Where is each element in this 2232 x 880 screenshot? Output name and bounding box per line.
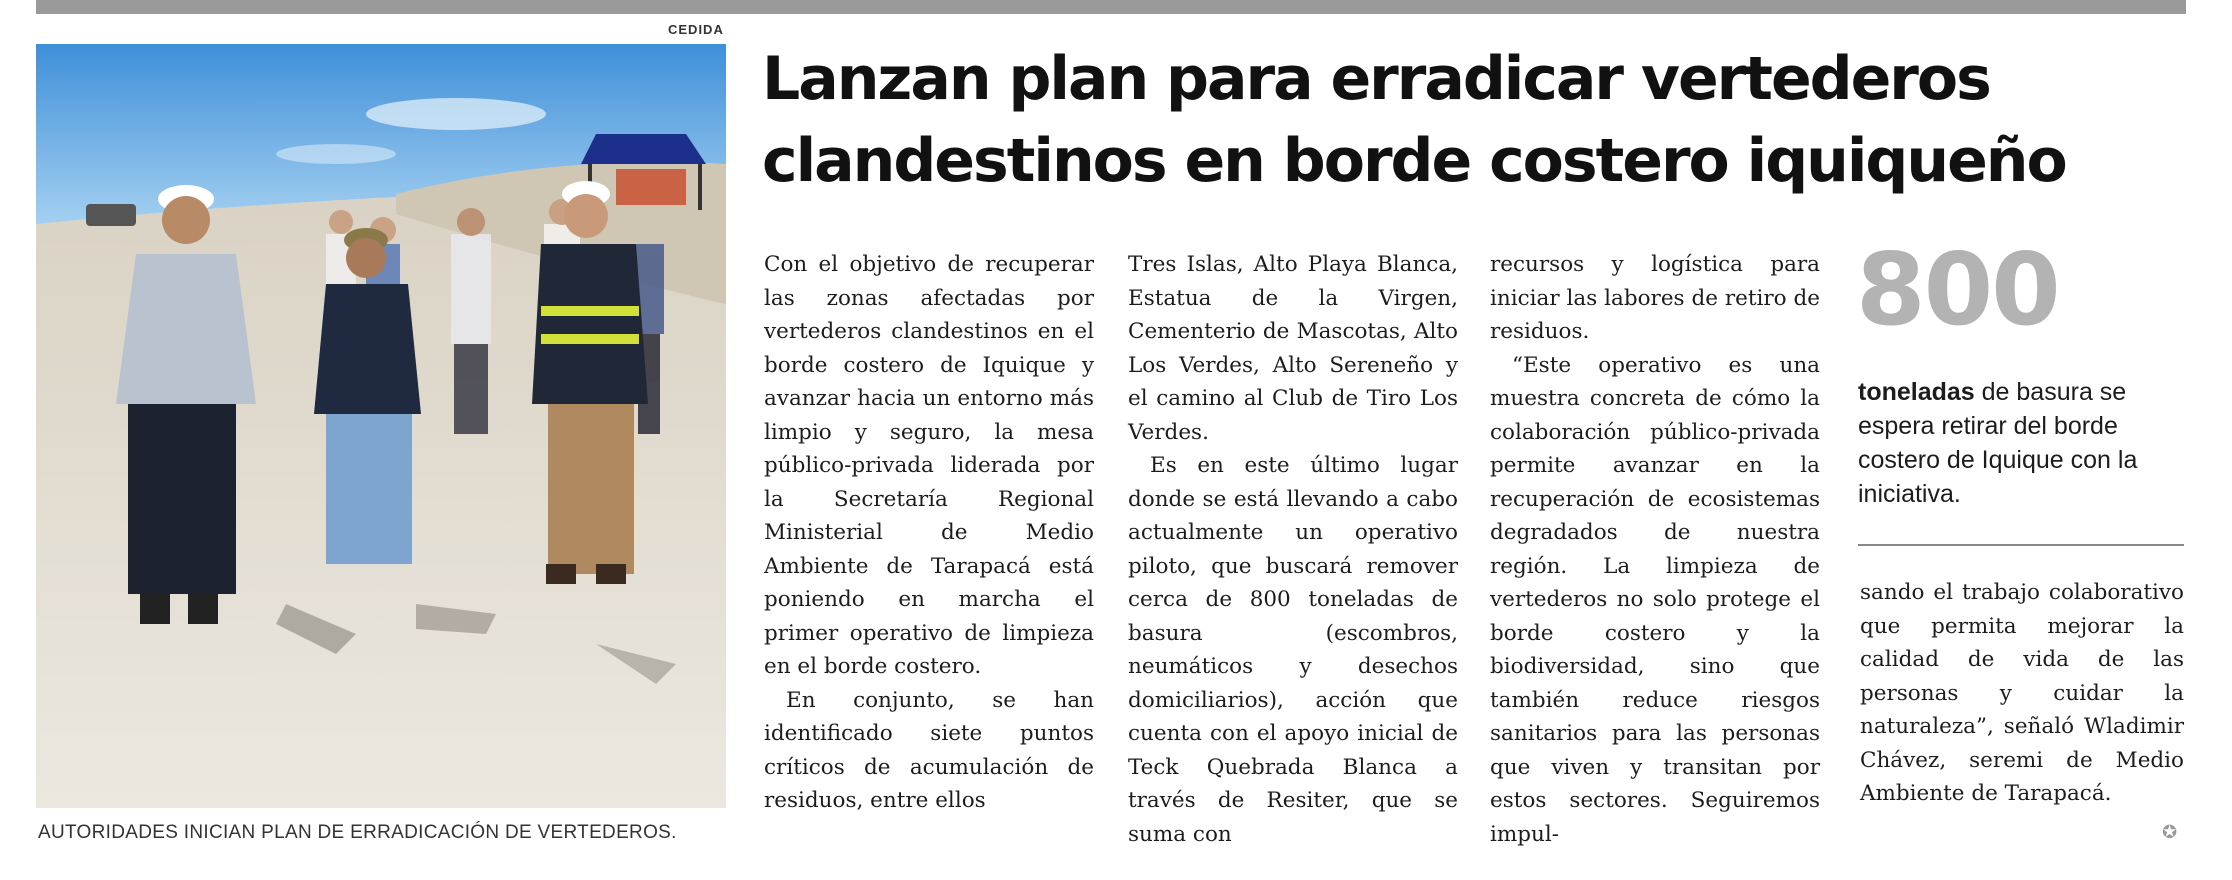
photo-credit: CEDIDA <box>668 22 724 37</box>
paragraph: Con el objetivo de recuperar las zonas afectadas por vertederos clandestinos en el borde costero de Iquique y avanzar hacia un entorno más limpio y seguro, la mesa público-privada liderada por la Secretaría Regional Ministerial de Medio Ambiente de Tarapacá está poniendo en marcha el primer operativo de limpieza en el borde costero. <box>764 252 1094 679</box>
paragraph: Es en este último lugar donde se está llevando a cabo actualmente un operativo piloto, que buscará remover cerca de 800 toneladas de basura (escombros, neumáticos y desechos domiciliarios), acción que cuenta con el apoyo inicial de Teck Quebrada Blanca a través de Resiter, que se suma con <box>1128 453 1458 847</box>
article-photo <box>36 44 726 808</box>
top-rule <box>36 0 2186 14</box>
article-column-2 <box>1128 248 1458 851</box>
stat-unit: toneladas <box>1858 378 1975 406</box>
headline <box>762 38 2182 202</box>
headline-line-1: Lanzan plan para erradicar vertederos <box>762 44 1990 114</box>
paragraph: recursos y logística para iniciar las labores de retiro de residuos. <box>1490 252 1820 344</box>
photo-caption: AUTORIDADES INICIAN PLAN DE ERRADICACIÓN DE VERTEDEROS. <box>38 822 677 843</box>
headline-line-2: clandestinos en borde costero iquiqueño <box>762 126 2066 196</box>
article-column-4 <box>1860 576 2184 811</box>
photo-illustration <box>36 44 726 808</box>
article-column-3 <box>1490 248 1820 851</box>
star-end-icon: ✪ <box>2162 822 2178 843</box>
stat-rest: de basura se espera retirar del borde costero de Iquique con la iniciativa. <box>1858 378 2138 508</box>
paragraph: En conjunto, se han identificado siete puntos críticos de acumulación de residuos, entre ellos <box>764 687 1094 813</box>
stat-number: 800 <box>1856 231 2059 348</box>
sidebar-divider <box>1858 544 2184 546</box>
paragraph: “Este operativo es una muestra concreta de cómo la colaboración público-privada permite avanzar en la recuperación de ecosistemas degradados de nuestra región. La limpieza de vertederos no solo protege el borde costero y la biodiversidad, sino que también reduce riesgos sanitarios para las personas que viven y transitan por estos sectores. Seguiremos impul- <box>1490 352 1820 847</box>
paragraph: Tres Islas, Alto Playa Blanca, Estatua de la Virgen, Cementerio de Mascotas, Alto Los Verdes, Alto Sereneño y el camino al Club de Tiro Los Verdes. <box>1128 252 1458 445</box>
article-column-1 <box>764 248 1094 818</box>
stat-description <box>1858 375 2184 511</box>
paragraph: sando el trabajo colaborativo que permita mejorar la calidad de vida de las personas y cuidar la naturaleza”, señaló Wladimir Chávez, seremi de Medio Ambiente de Tarapacá. <box>1860 580 2184 806</box>
